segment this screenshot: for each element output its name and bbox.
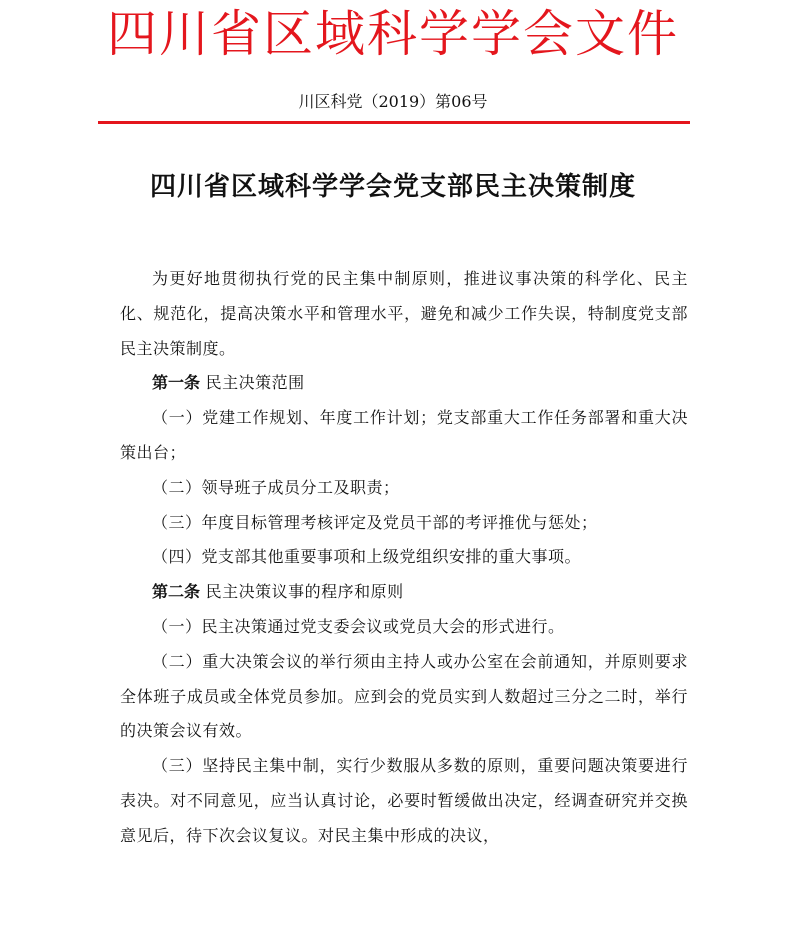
document-title: 四川省区域科学学会党支部民主决策制度: [149, 172, 636, 202]
article-2-number: 第二条: [152, 582, 201, 602]
masthead-title: 四川省区域科学学会文件: [107, 5, 679, 63]
intro-paragraph: 为更好地贯彻执行党的民主集中制原则，推进议事决策的科学化、民主化、规范化，提高决策水平和管理水平，避免和减少工作失误，特制度党支部民主决策制度。: [120, 269, 688, 358]
article-2-item-3: （三）坚持民主集中制，实行少数服从多数的原则，重要问题决策要进行表决。对不同意见，应当认真讨论，必要时暂缓做出决定，经调查研究并交换意见后，待下次会议复议。对民主集中形成的决议，: [120, 756, 688, 845]
article-1-title: 民主决策范围: [205, 373, 305, 393]
article-1-heading: [120, 366, 688, 401]
article-2-item-2: （二）重大决策会议的举行须由主持人或办公室在会前通知，并原则要求全体班子成员或全体党员参加。应到会的党员实到人数超过三分之二时，举行的决策会议有效。: [120, 651, 688, 741]
red-divider: [98, 121, 690, 124]
article-2-heading: [120, 575, 688, 610]
document-body: [120, 262, 688, 854]
article-1-item-3: （三）年度目标管理考核评定及党员干部的考评推优与惩处；: [152, 512, 598, 532]
article-2-item-1: （一）民主决策通过党支委会议或党员大会的形式进行。: [152, 616, 565, 636]
article-1-item-2: （二）领导班子成员分工及职责；: [152, 477, 400, 497]
article-1-item-4: （四）党支部其他重要事项和上级党组织安排的重大事项。: [152, 547, 582, 567]
article-2-title: 民主决策议事的程序和原则: [205, 582, 404, 602]
article-1-number: 第一条: [152, 373, 201, 393]
article-1-item-1: （一）党建工作规划、年度工作计划；党支部重大工作任务部署和重大决策出台；: [120, 408, 688, 462]
document-number: 川区科党（2019）第06号: [298, 92, 488, 111]
